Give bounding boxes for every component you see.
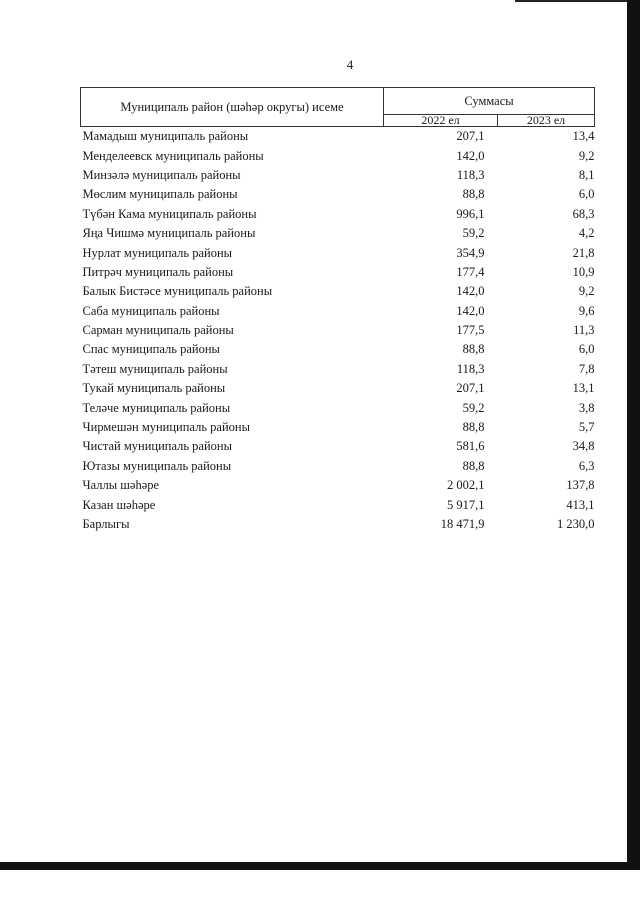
column-header-name: Муниципаль район (шәһәр округы) исеме — [81, 88, 384, 127]
row-value-2023: 6,3 — [578, 458, 595, 473]
row-name: Сарман муниципаль районы — [82, 323, 234, 338]
row-value-2022: 88,8 — [462, 342, 485, 357]
row-name: Минзәлә муниципаль районы — [82, 167, 241, 182]
row-value-2023: 9,2 — [578, 284, 595, 299]
row-name: Теләче муниципаль районы — [82, 400, 231, 415]
row-name: Ютазы муниципаль районы — [82, 458, 232, 473]
row-value-2022: 581,6 — [456, 439, 485, 454]
column-header-2022: 2022 ел — [384, 115, 498, 127]
row-value-2023: 13,1 — [572, 381, 595, 396]
row-value-2022: 177,4 — [456, 264, 485, 279]
table-row — [81, 437, 595, 456]
row-value-2022: 88,8 — [462, 420, 485, 435]
row-value-2023: 3,8 — [578, 400, 595, 415]
row-name: Түбән Кама муниципаль районы — [82, 206, 257, 221]
row-name: Мөслим муниципаль районы — [82, 187, 238, 202]
row-name: Менделеевск муниципаль районы — [82, 148, 264, 163]
row-value-2023: 13,4 — [572, 129, 595, 144]
row-value-2023: 68,3 — [572, 206, 595, 221]
row-value-2022: 118,3 — [456, 167, 485, 182]
row-value-2023: 137,8 — [566, 478, 595, 493]
table-row — [81, 302, 595, 321]
row-name: Саба муниципаль районы — [82, 303, 220, 318]
table-row — [81, 224, 595, 243]
row-value-2023: 10,9 — [572, 264, 595, 279]
row-name: Спас муниципаль районы — [82, 342, 220, 357]
table-row — [81, 398, 595, 417]
table-row — [81, 457, 595, 476]
row-name: Балык Бистәсе муниципаль районы — [82, 284, 273, 299]
row-value-2023: 9,2 — [578, 148, 595, 163]
scan-right-edge — [627, 0, 640, 862]
table-row — [81, 340, 595, 359]
row-name: Нурлат муниципаль районы — [82, 245, 233, 260]
row-value-2022: 177,5 — [456, 323, 485, 338]
row-name: Чаллы шәһәре — [82, 478, 160, 493]
table-row — [81, 476, 595, 495]
scan-bottom-edge — [0, 862, 640, 870]
row-value-2023: 6,0 — [578, 187, 595, 202]
row-value-2023: 8,1 — [578, 167, 595, 182]
row-value-2022: 207,1 — [456, 129, 485, 144]
row-value-2022: 996,1 — [456, 206, 485, 221]
table-row — [81, 263, 595, 282]
column-header-sum: Суммасы — [384, 88, 595, 115]
table-row — [81, 360, 595, 379]
row-value-2023: 413,1 — [566, 497, 595, 512]
column-header-2023: 2023 ел — [498, 115, 595, 127]
table-row — [81, 166, 595, 185]
row-value-2022: 18 471,9 — [440, 517, 485, 531]
table-row — [81, 185, 595, 204]
table-row — [81, 243, 595, 262]
row-name: Тәтеш муниципаль районы — [82, 361, 228, 376]
table-row — [81, 205, 595, 224]
row-name: Чистай муниципаль районы — [82, 439, 232, 454]
row-name: Яңа Чишмә муниципаль районы — [82, 226, 256, 241]
table-row — [81, 127, 595, 147]
row-name: Мамадыш муниципаль районы — [82, 129, 249, 144]
row-value-2022: 88,8 — [462, 458, 485, 473]
row-value-2023: 11,3 — [573, 323, 595, 338]
row-value-2023: 5,7 — [578, 420, 595, 435]
row-value-2022: 59,2 — [462, 400, 485, 415]
row-value-2023: 4,2 — [578, 226, 595, 241]
row-value-2022: 142,0 — [456, 303, 485, 318]
row-value-2022: 88,8 — [462, 187, 485, 202]
row-value-2022: 118,3 — [456, 361, 485, 376]
table-row — [81, 282, 595, 301]
row-value-2022: 2 002,1 — [447, 478, 485, 493]
row-value-2022: 142,0 — [456, 148, 485, 163]
sums-table — [80, 87, 595, 534]
row-value-2023: 34,8 — [572, 439, 595, 454]
row-value-2023: 1 230,0 — [557, 517, 595, 531]
table-row — [81, 515, 595, 534]
table-row — [81, 146, 595, 165]
row-value-2022: 354,9 — [456, 245, 485, 260]
row-value-2023: 9,6 — [578, 303, 595, 318]
table-row — [81, 379, 595, 398]
row-value-2022: 142,0 — [456, 284, 485, 299]
table-body — [81, 127, 595, 535]
table-row — [81, 418, 595, 437]
row-value-2022: 207,1 — [456, 381, 485, 396]
table-row — [81, 495, 595, 514]
row-name: Казан шәһәре — [82, 497, 156, 512]
row-name: Питрәч муниципаль районы — [82, 264, 234, 279]
row-value-2023: 7,8 — [578, 361, 595, 376]
row-name: Барлыгы — [82, 517, 130, 531]
page-number: 4 — [346, 57, 354, 72]
row-name: Чирмешән муниципаль районы — [82, 420, 250, 435]
row-value-2023: 6,0 — [578, 342, 595, 357]
scan-edge-mark — [515, 0, 627, 2]
table-row — [81, 321, 595, 340]
row-value-2023: 21,8 — [572, 245, 595, 260]
row-value-2022: 59,2 — [462, 226, 485, 241]
row-value-2022: 5 917,1 — [447, 497, 485, 512]
row-name: Тукай муниципаль районы — [82, 381, 226, 396]
